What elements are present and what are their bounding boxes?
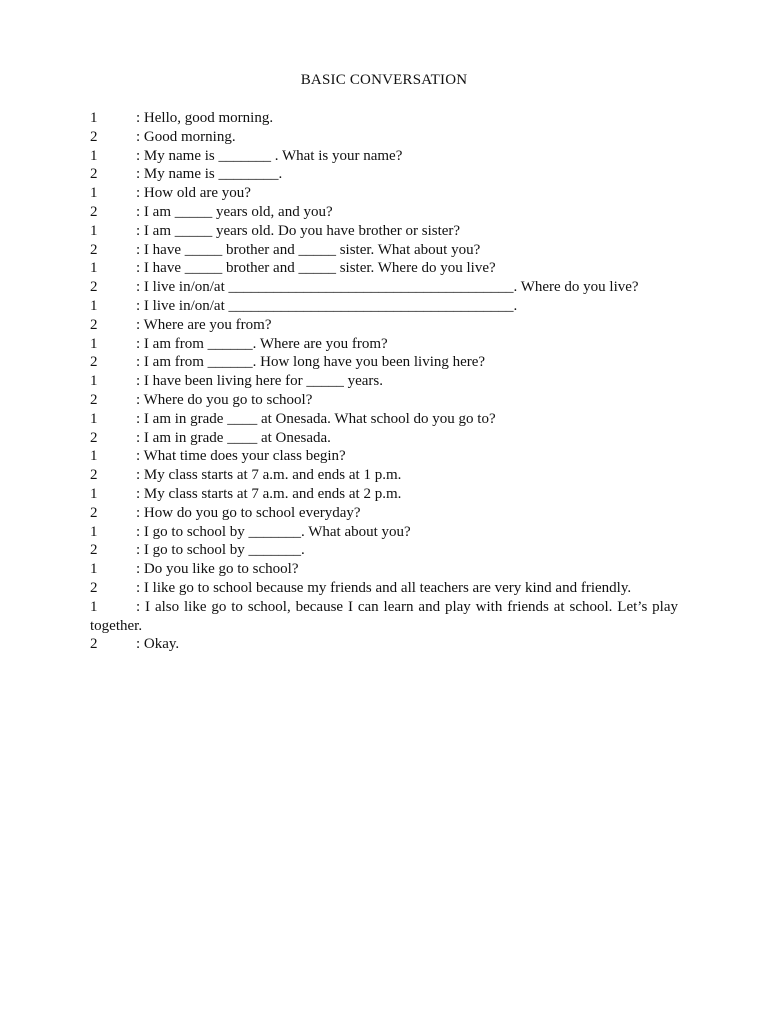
- dialogue-text: : Hello, good morning.: [136, 110, 274, 126]
- dialogue-text: : How old are you?: [136, 185, 251, 202]
- speaker-number: 2: [90, 128, 98, 145]
- speaker-number: 1: [90, 260, 98, 277]
- dialogue-text: : My name is ________.: [136, 166, 283, 183]
- speaker-number: 2: [90, 467, 98, 484]
- speaker-number: 2: [90, 279, 98, 296]
- dialogue-text: : What time does your class begin?: [136, 448, 346, 465]
- dialogue-line: [90, 297, 678, 316]
- dialogue-text: : My name is _______ . What is your name?: [136, 147, 403, 164]
- dialogue-line: [90, 635, 678, 654]
- dialogue-text: : Okay.: [136, 636, 180, 653]
- speaker-number: 1: [90, 373, 98, 390]
- dialogue-line: [90, 579, 678, 598]
- dialogue-text: : I like go to school because my friends and all teachers are very kind and friendly.: [136, 579, 632, 596]
- speaker-number: 1: [90, 222, 98, 239]
- dialogue-line: [90, 485, 678, 504]
- dialogue-line: [90, 128, 678, 147]
- document-title: BASIC CONVERSATION: [300, 72, 468, 88]
- dialogue-text: : I have been living here for _____ years.: [136, 373, 383, 390]
- speaker-number: 1: [90, 448, 98, 465]
- dialogue-line: [90, 598, 678, 636]
- dialogue-line: [90, 278, 678, 297]
- dialogue-line: [90, 429, 678, 448]
- dialogue-line: [90, 109, 678, 128]
- dialogue-line: [90, 259, 678, 278]
- dialogue-line: [90, 372, 678, 391]
- speaker-number: 2: [90, 429, 98, 446]
- dialogue-list: [90, 109, 678, 654]
- dialogue-text: : I am from ______. Where are you from?: [136, 335, 388, 352]
- dialogue-line: [90, 523, 678, 542]
- dialogue-text: : I go to school by _______. What about you?: [136, 523, 411, 540]
- dialogue-text: : I am in grade ____ at Onesada. What school do you go to?: [136, 410, 496, 427]
- speaker-number: 1: [90, 561, 98, 578]
- dialogue-line: [90, 353, 678, 372]
- dialogue-text: : My class starts at 7 a.m. and ends at 2 p.m.: [136, 485, 402, 502]
- dialogue-text: : I go to school by _______.: [136, 542, 305, 559]
- speaker-number: 2: [90, 636, 98, 653]
- dialogue-text: : I live in/on/at ______________________________________.: [136, 297, 518, 314]
- speaker-number: 1: [90, 485, 98, 502]
- dialogue-line: [90, 410, 678, 429]
- speaker-number: 2: [90, 542, 98, 559]
- dialogue-text: : I have _____ brother and _____ sister. What about you?: [136, 241, 481, 258]
- speaker-number: 1: [90, 297, 98, 314]
- dialogue-text: : I am from ______. How long have you been living here?: [136, 354, 486, 371]
- speaker-number: 1: [90, 147, 98, 164]
- dialogue-text: : How do you go to school everyday?: [136, 504, 361, 521]
- dialogue-line: [90, 391, 678, 410]
- dialogue-line: [90, 147, 678, 166]
- dialogue-line: [90, 316, 678, 335]
- dialogue-line: [90, 504, 678, 523]
- dialogue-text: : Where are you from?: [136, 316, 272, 333]
- dialogue-text: : I also like go to school, because I can learn and play with friends at school. Let’s play together.: [90, 598, 678, 634]
- dialogue-line: [90, 222, 678, 241]
- speaker-number: 2: [90, 316, 98, 333]
- speaker-number: 1: [90, 598, 98, 615]
- dialogue-text: : I am _____ years old, and you?: [136, 203, 333, 220]
- dialogue-text: : Good morning.: [136, 128, 236, 145]
- dialogue-text: : I am in grade ____ at Onesada.: [136, 429, 331, 446]
- speaker-number: 1: [90, 410, 98, 427]
- dialogue-text: : Do you like go to school?: [136, 561, 299, 578]
- speaker-number: 1: [90, 523, 98, 540]
- speaker-number: 2: [90, 166, 98, 183]
- speaker-number: 1: [90, 335, 98, 352]
- dialogue-line: [90, 184, 678, 203]
- dialogue-line: [90, 335, 678, 354]
- dialogue-line: [90, 165, 678, 184]
- dialogue-text: : I have _____ brother and _____ sister. Where do you live?: [136, 260, 496, 277]
- speaker-number: 2: [90, 504, 98, 521]
- speaker-number: 2: [90, 579, 98, 596]
- dialogue-text: : Where do you go to school?: [136, 391, 313, 408]
- speaker-number: 1: [90, 110, 98, 126]
- speaker-number: 2: [90, 203, 98, 220]
- dialogue-line: [90, 541, 678, 560]
- dialogue-line: [90, 447, 678, 466]
- dialogue-line: [90, 241, 678, 260]
- dialogue-text: : I live in/on/at ______________________________________. Where do you live?: [136, 279, 639, 296]
- speaker-number: 2: [90, 354, 98, 371]
- speaker-number: 2: [90, 391, 98, 408]
- speaker-number: 1: [90, 185, 98, 202]
- dialogue-line: [90, 203, 678, 222]
- dialogue-text: : My class starts at 7 a.m. and ends at 1 p.m.: [136, 467, 402, 484]
- dialogue-line: [90, 466, 678, 485]
- speaker-number: 2: [90, 241, 98, 258]
- dialogue-line: [90, 560, 678, 579]
- dialogue-text: : I am _____ years old. Do you have brother or sister?: [136, 222, 461, 239]
